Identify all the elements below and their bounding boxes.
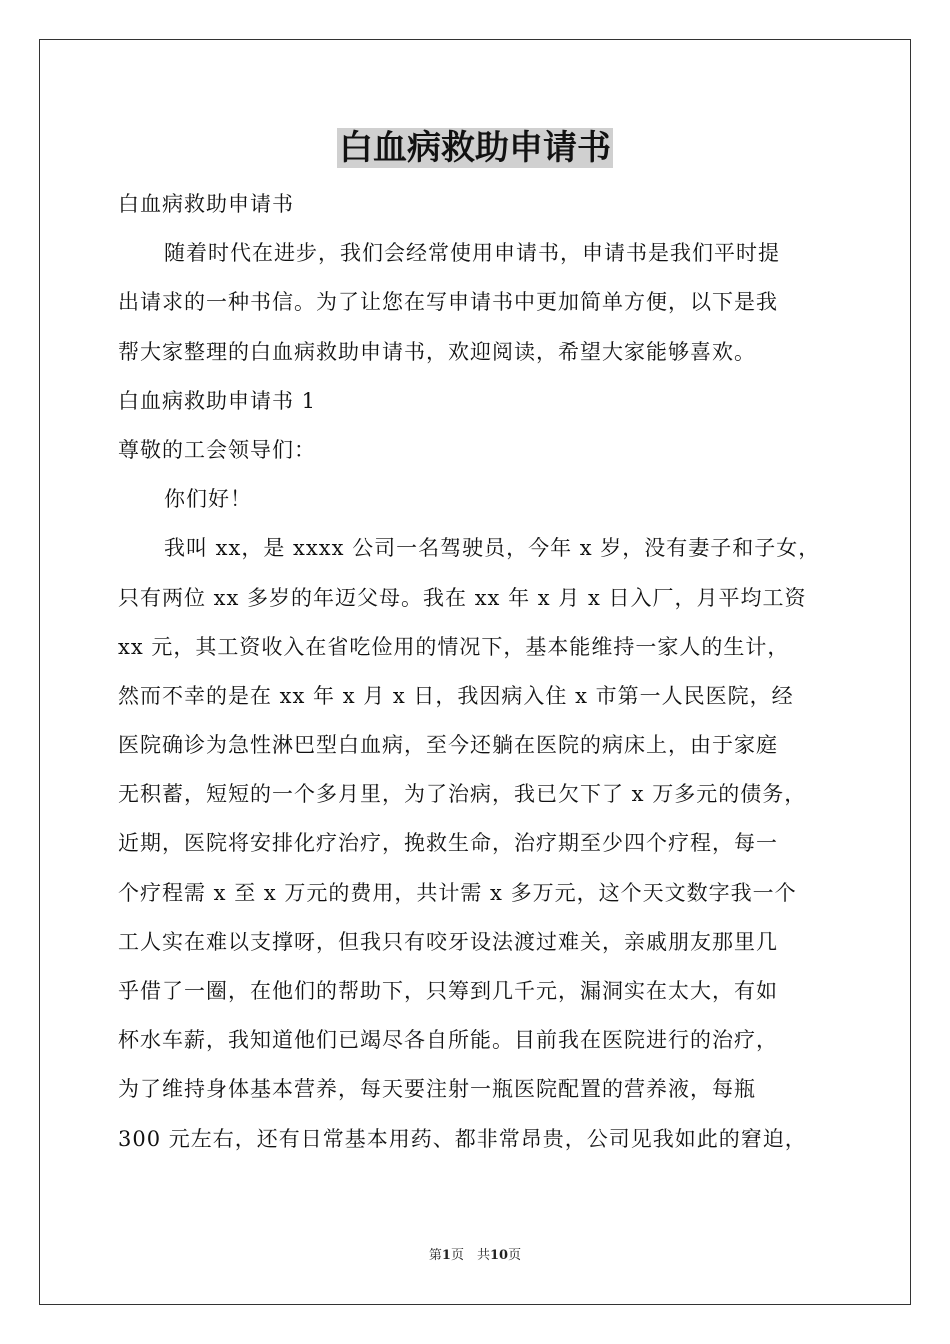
paragraph-line: 随着时代在进步，我们会经常使用申请书，申请书是我们平时提 [164,241,780,266]
paragraph-line: 只有两位 xx 多岁的年迈父母。我在 xx 年 x 月 x 日入厂，月平均工资 [118,585,807,610]
document-title-text: 白血病救助申请书 [339,128,611,168]
paragraph-line: 出请求的一种书信。为了让您在写申请书中更加简单方便，以下是我 [118,290,778,315]
page-footer [0,1244,950,1263]
paragraph-line: 乎借了一圈，在他们的帮助下，只筹到几千元，漏洞实在太大，有如 [118,979,778,1003]
footer-page-number: 1 [441,1248,451,1263]
paragraph-line: 无积蓄，短短的一个多月里，为了治病，我已欠下了 x 万多元的债务， [118,782,807,807]
paragraph-line: 然而不幸的是在 xx 年 x 月 x 日，我因病入住 x 市第一人民医院，经 [118,683,794,708]
paragraph-line: 我叫 xx，是 xxxx 公司一名驾驶员，今年 x 岁，没有妻子和子女， [164,536,821,561]
paragraph-line: 个疗程需 x 至 x 万元的费用，共计需 x 多万元，这个天文数字我一个 [118,880,797,905]
greeting-line: 你们好！ [164,487,252,512]
subtitle-line: 白血病救助申请书 [118,192,294,216]
paragraph-line: 300 元左右，还有日常基本用药、都非常昂贵，公司见我如此的窘迫， [118,1126,807,1151]
document-body [118,180,836,1164]
footer-prefix: 第 [428,1248,442,1263]
paragraph-line: 杯水车薪，我知道他们已竭尽各自所能。目前我在医院进行的治疗， [118,1028,778,1053]
paragraph-line: 为了维持身体基本营养，每天要注射一瓶医院配置的营养液，每瓶 [118,1077,756,1102]
footer-suffix: 页 [508,1248,522,1263]
document-title [0,128,950,168]
paragraph-line: xx 元，其工资收入在省吃俭用的情况下，基本能维持一家人的生计， [118,634,790,659]
paragraph-line: 医院确诊为急性淋巴型白血病，至今还躺在医院的病床上，由于家庭 [118,733,778,758]
salutation-line: 尊敬的工会领导们： [118,437,316,462]
paragraph-line: 工人实在难以支撑呀，但我只有咬牙设法渡过难关，亲戚朋友那里几 [118,929,778,954]
section-heading: 白血病救助申请书 1 [118,388,317,413]
paragraph-line: 近期，医院将安排化疗治疗，挽救生命，治疗期至少四个疗程，每一 [118,831,778,856]
footer-total-pages: 10 [489,1248,509,1263]
paragraph-line: 帮大家整理的白血病救助申请书，欢迎阅读，希望大家能够喜欢。 [118,339,756,364]
footer-middle: 页 共 [450,1248,490,1263]
